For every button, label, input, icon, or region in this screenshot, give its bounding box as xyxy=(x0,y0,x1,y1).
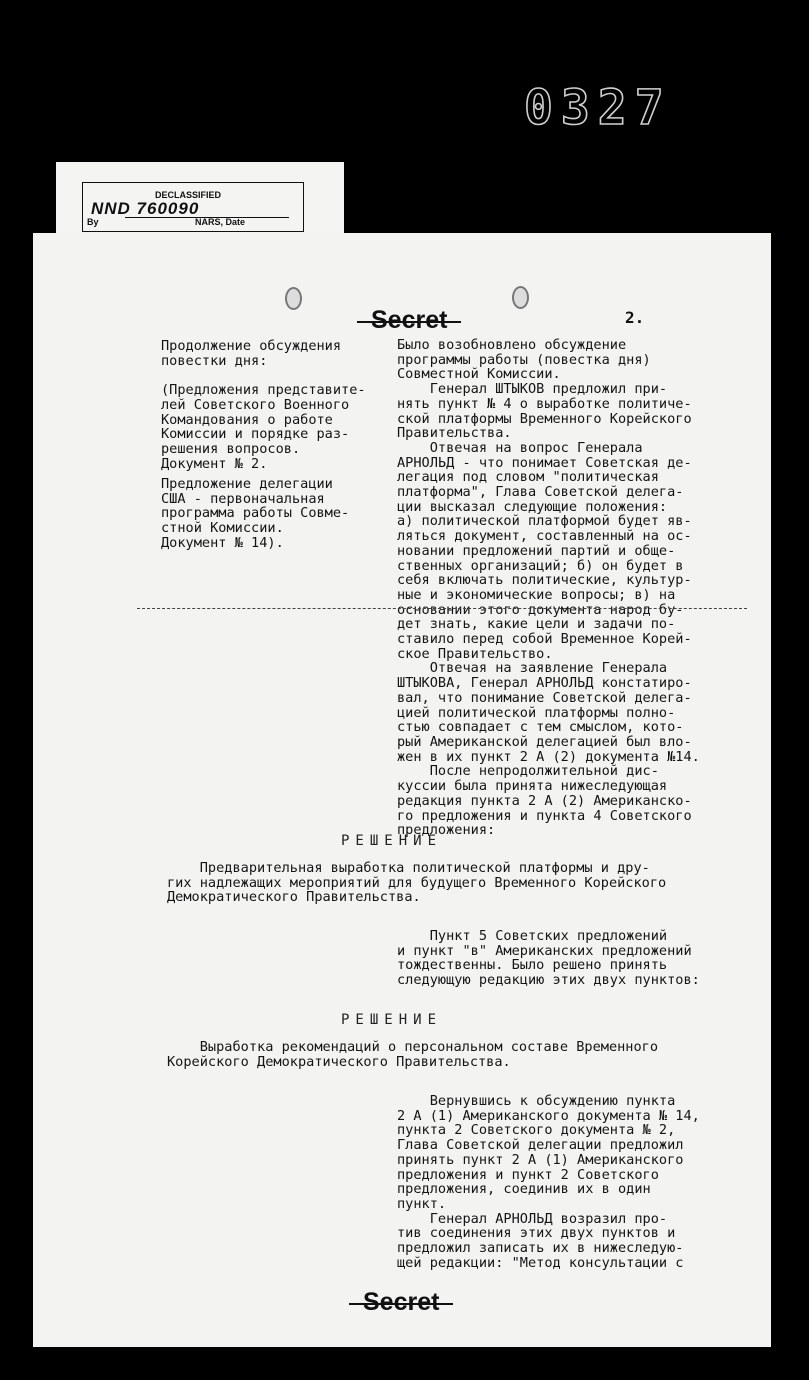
punch-hole-right xyxy=(512,286,529,309)
decision-text-1: Предварительная выработка политической платформы и дру- гих надлежащих мероприятий для будущего Временного Корейского Демократического Правительства. xyxy=(167,860,667,906)
right-column-body: Было возобновлено обсуждение программы работы (повестка дня) Совместной Комиссии. Генерал ШТЫКОВ предложил при- нять пункт № 4 о выработке политиче- ской платформы Временного Корейского Правительства. Отвечая на вопрос Генерала АРНОЛЬД - что понимает Советская де- легация под словом "политическая платформа", Глава Советской делега- ции высказал следующие положения: а) политической платформой будет яв- ляться документ, составленный на ос- новании предложений партий и обще- ственных организаций; б) он будет в себя включать политические, культур- ные и экономические вопросы; в) на основании этого документа народ бу- дет знать, какие цели и задачи по- ставило перед собой Временное Корей- ское Правительство. Отвечая на заявление Генерала ШТЫКОВА, Генерал АРНОЛЬД констатиро- вал, что понимание Советской делега- цией политической платформы полно- стью совпадает с тем смыслом, кото- рый Американской делегацией был вло- жен в их пункт 2 А (2) документа №14. После непродолжительной дис- куссии была принята нижеследующая редакция пункта 2 А (2) Американско- го предложения и пункта 4 Советского предложения: xyxy=(397,337,700,839)
decision-text-2: Выработка рекомендаций о персональном составе Временного Корейского Демократического Правительства. xyxy=(167,1039,659,1070)
mid-paragraph: Пункт 5 Советских предложений и пункт "в" Американских предложений тождественны. Было решено принять следующую редакцию этих двух пунктов: xyxy=(397,928,700,989)
by-label: By xyxy=(87,217,99,227)
document-page xyxy=(33,233,771,1347)
decision-heading-2: РЕШЕНИЕ xyxy=(341,1012,443,1028)
secret-bottom-strike xyxy=(349,1303,453,1305)
secret-stamp-top xyxy=(371,306,447,335)
microfilm-frame-number: 0327 xyxy=(524,80,672,136)
declassified-label: DECLASSIFIED xyxy=(155,190,222,200)
final-paragraph: Вернувшись к обсуждению пункта 2 А (1) Американского документа № 14, пункта 2 Советского документа № 2, Глава Советской делегации предложил принять пункт 2 А (1) Американского предложения и пункт 2 Советского предложения, соединив их в один пункт. Генерал АРНОЛЬД возразил про- тив соединения этих двух пунктов и предложил записать их в нижеследую- щей редакции: "Метод консультации с xyxy=(397,1093,700,1271)
secret-stamp-bottom xyxy=(363,1288,439,1317)
decision-heading-1: РЕШЕНИЕ xyxy=(341,833,443,849)
nnd-number: NND 760090 xyxy=(91,199,200,218)
left-margin-note-1: Продолжение обсуждения повестки дня: (Предложения представите- лей Советского Военного Командования о работе Комиссии и порядке раз- решения вопросов. Документ № 2. xyxy=(161,338,366,472)
left-margin-note-2: Предложение делегации США - первоначальная программа работы Совме- стной Комиссии. Документ № 14). xyxy=(161,476,350,551)
nars-date-label: NARS, Date xyxy=(195,217,246,227)
punch-hole-left xyxy=(285,287,302,310)
page-number: 2. xyxy=(625,308,645,327)
declassification-card xyxy=(56,162,344,240)
declassification-stamp xyxy=(82,182,304,232)
scan-scratch-line xyxy=(137,608,747,609)
secret-top-strike xyxy=(357,321,461,323)
secret-bottom-text: Secret xyxy=(363,1288,440,1316)
secret-top-text: Secret xyxy=(371,306,448,334)
